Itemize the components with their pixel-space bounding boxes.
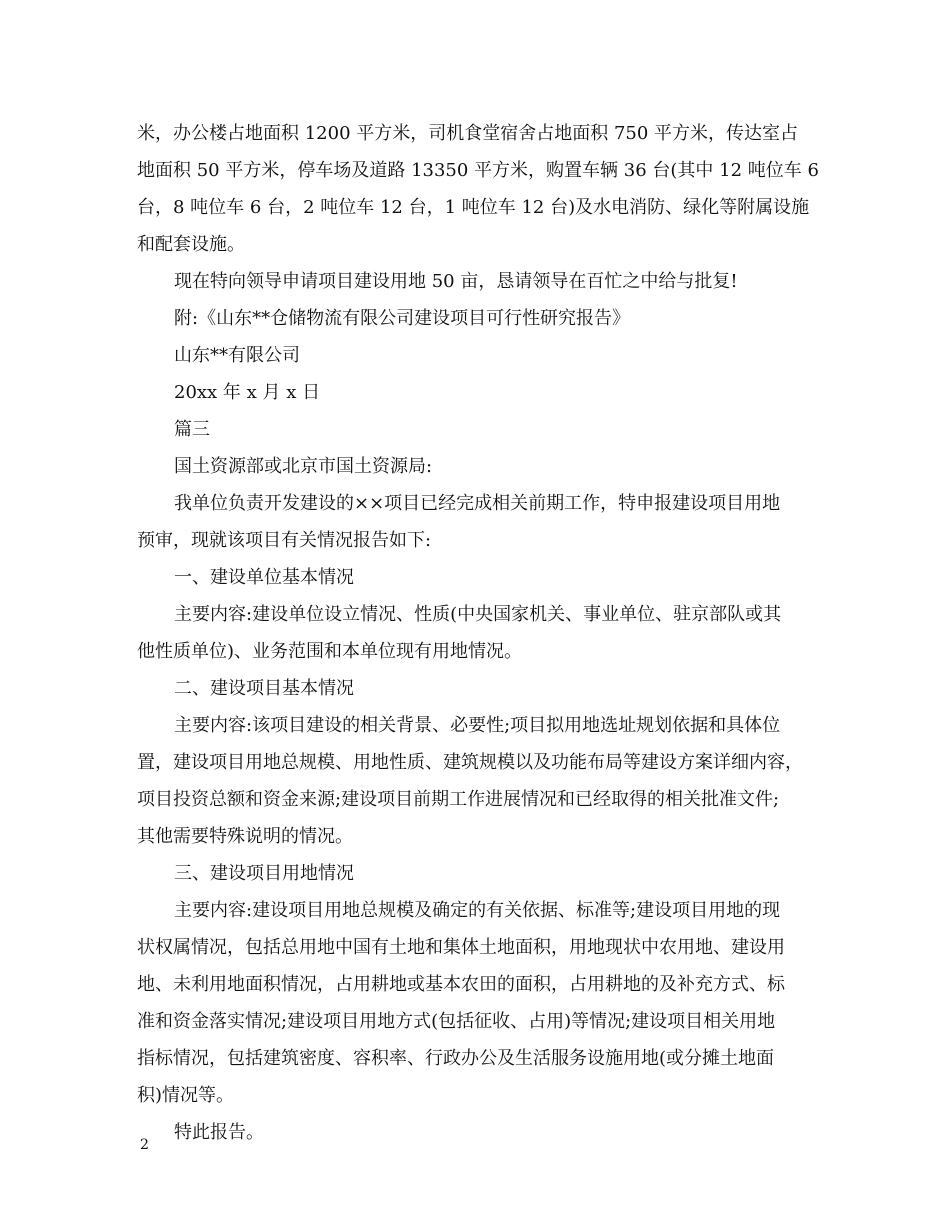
text-line: 地面积 50 平方米，停车场及道路 13350 平方米，购置车辆 36 台(其中 12 吨位车 6 <box>137 160 819 181</box>
text-line: 篇三 <box>174 419 210 440</box>
document-body <box>137 115 817 1151</box>
text-line: 米，办公楼占地面积 1200 平方米，司机食堂宿舍占地面积 750 平方米，传达室占 <box>137 123 799 144</box>
text-line: 一、建设单位基本情况 <box>174 567 354 588</box>
text-line: 附:《山东**仓储物流有限公司建设项目可行性研究报告》 <box>174 308 631 329</box>
page-number: 2 <box>140 1137 149 1153</box>
text-line: 和配套设施。 <box>137 234 245 255</box>
text-line: 特此报告。 <box>174 1122 264 1143</box>
text-line: 状权属情况，包括总用地中国有土地和集体土地面积，用地现状中农用地、建设用 <box>137 937 785 958</box>
text-line: 指标情况，包括建筑密度、容积率、行政办公及生活服务设施用地(或分摊土地面 <box>137 1048 775 1069</box>
text-line: 台，8 吨位车 6 台，2 吨位车 12 台，1 吨位车 12 台)及水电消防、绿化等附属设施 <box>137 197 810 218</box>
text-line: 项目投资总额和资金来源;建设项目前期工作进展情况和已经取得的相关批准文件; <box>137 789 780 810</box>
text-line: 其他需要特殊说明的情况。 <box>137 826 353 847</box>
text-line: 主要内容:建设单位设立情况、性质(中央国家机关、事业单位、驻京部队或其 <box>174 604 782 625</box>
text-line: 准和资金落实情况;建设项目用地方式(包括征收、占用)等情况;建设项目相关用地 <box>137 1011 776 1032</box>
text-line: 国土资源部或北京市国土资源局: <box>174 456 433 477</box>
text-line: 地、未利用地面积情况，占用耕地或基本农田的面积，占用耕地的及补充方式、标 <box>137 974 785 995</box>
text-line: 置，建设项目用地总规模、用地性质、建筑规模以及功能布局等建设方案详细内容， <box>137 752 803 773</box>
text-line: 我单位负责开发建设的××项目已经完成相关前期工作，特申报建设项目用地 <box>174 493 781 514</box>
text-line: 二、建设项目基本情况 <box>174 678 354 699</box>
text-line: 他性质单位)、业务范围和本单位现有用地情况。 <box>137 641 523 662</box>
text-line: 积)情况等。 <box>137 1085 235 1106</box>
text-line: 主要内容:建设项目用地总规模及确定的有关依据、标准等;建设项目用地的现 <box>174 900 781 921</box>
text-line: 山东**有限公司 <box>174 345 300 366</box>
text-line: 预审，现就该项目有关情况报告如下: <box>137 530 432 551</box>
text-line: 现在特向领导申请项目建设用地 50 亩，恳请领导在百忙之中给与批复! <box>174 271 738 292</box>
text-line: 三、建设项目用地情况 <box>174 863 354 884</box>
text-line: 主要内容:该项目建设的相关背景、必要性;项目拟用地选址规划依据和具体位 <box>174 715 781 736</box>
text-line: 20xx 年 x 月 x 日 <box>174 382 321 403</box>
